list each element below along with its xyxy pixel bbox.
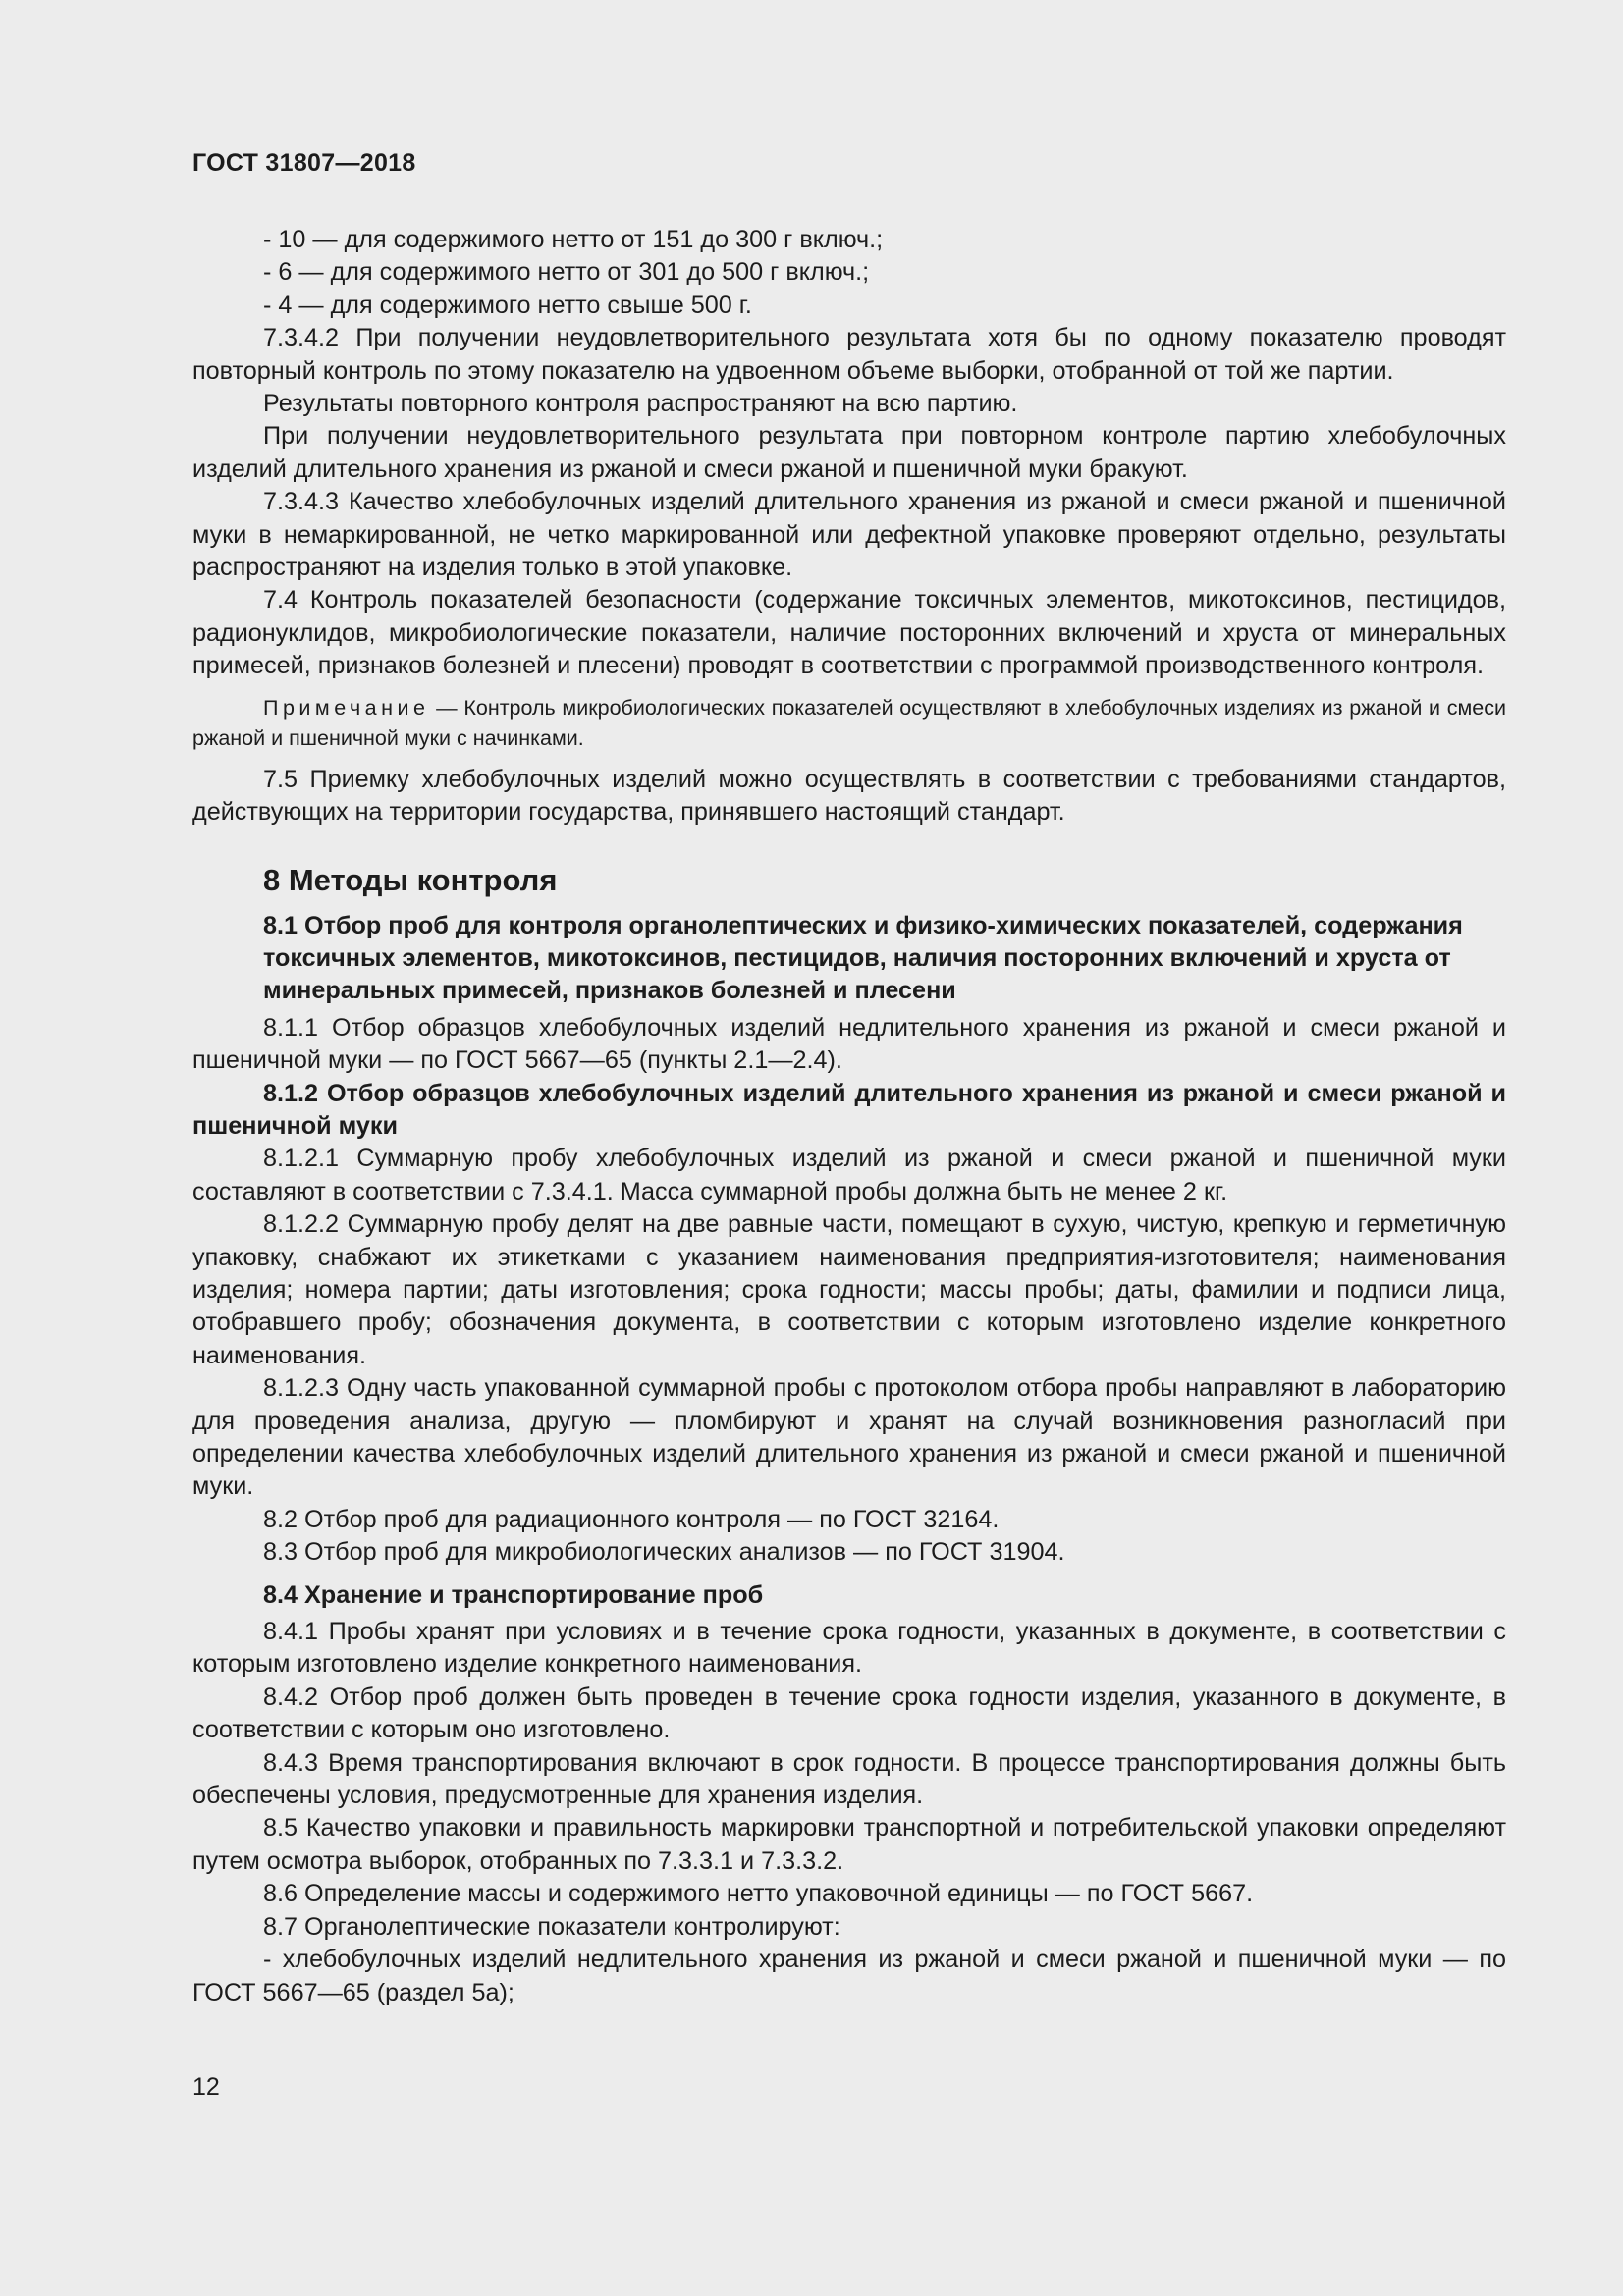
paragraph-rejection: При получении неудовлетворительного результата при повторном контроле партию хлебобулочных изделий длительного хранения из ржаной и смеси ржаной и пшеничной муки бракуют. [192, 422, 1506, 483]
list-item: - 10 — для содержимого нетто от 151 до 300 г включ.; [263, 226, 884, 253]
paragraph-8-1-1: 8.1.1 Отбор образцов хлебобулочных изделий недлительного хранения из ржаной и смеси ржаной и пшеничной муки — по ГОСТ 5667—65 (пункты 2.1—2.4). [192, 1013, 1506, 1075]
list-item: - 4 — для содержимого нетто свыше 500 г. [263, 291, 752, 319]
note-text: — Контроль микробиологических показателей осуществляют в хлебобулочных изделиях из ржаной и смеси ржаной и пшеничной муки с начинками. [192, 695, 1506, 750]
paragraph-8-4-2: 8.4.2 Отбор проб должен быть проведен в течение срока годности изделия, указанного в документе, в соответствии с которым оно изготовлено. [192, 1682, 1506, 1744]
document-header: ГОСТ 31807—2018 [192, 149, 416, 177]
list-item: - хлебобулочных изделий недлительного хранения из ржаной и смеси ржаной и пшеничной муки — по ГОСТ 5667—65 (раздел 5а); [192, 1946, 1506, 2006]
paragraph-8-5: 8.5 Качество упаковки и правильность маркировки транспортной и потребительской упаковки определяют путем осмотра выборок, отобранных по 7.3.3.1 и 7.3.3.2. [192, 1814, 1506, 1875]
paragraph-8-1-2-heading: 8.1.2 Отбор образцов хлебобулочных изделий длительного хранения из ржаной и смеси ржаной и пшеничной муки [192, 1079, 1506, 1140]
paragraph-8-4-3: 8.4.3 Время транспортирования включают в срок годности. В процессе транспортирования должны быть обеспечены условия, предусмотренные для хранения изделия. [192, 1748, 1506, 1810]
paragraph-8-1-2-3: 8.1.2.3 Одну часть упакованной суммарной пробы с протоколом отбора пробы направляют в лабораторию для проведения анализа, другую — пломбируют и хранят на случай возникновения разногласий при определении качества хлебобулочных изделий длительного хранения из ржаной и смеси ржаной и пшеничной муки. [192, 1374, 1506, 1501]
page-number: 12 [192, 2073, 220, 2101]
paragraph-8-1-2-2: 8.1.2.2 Суммарную пробу делят на две равные части, помещают в сухую, чистую, крепкую и герметичную упаковку, снабжают их этикетками с указанием наименования предприятия-изготовителя; наименования изделия; номера партии; даты изготовления; срока годности; массы пробы; даты, фамилии и подписи лица, отобравшего пробу; обозначения документа, в соответствии с которым изготовлено изделие конкретного наименования. [192, 1210, 1506, 1369]
paragraph-8-7: 8.7 Органолептические показатели контролируют: [263, 1912, 840, 1941]
paragraph-7-5: 7.5 Приемку хлебобулочных изделий можно осуществлять в соответствии с требованиями стандартов, действующих на территории государства, принявшего настоящий стандарт. [192, 765, 1506, 827]
paragraph-8-6: 8.6 Определение массы и содержимого нетто упаковочной единицы — по ГОСТ 5667. [263, 1880, 1254, 1908]
paragraph-7-4: 7.4 Контроль показателей безопасности (содержание токсичных элементов, микотоксинов, пестицидов, радионуклидов, микробиологические показатели, наличие посторонних включений и хруста от минеральных примесей, признаков болезней и плесени) проводят в соответствии с программой производственного контроля. [192, 586, 1506, 680]
paragraph-8-1-2-1: 8.1.2.1 Суммарную пробу хлебобулочных изделий из ржаной и смеси ржаной и пшеничной муки составляют в соответствии с 7.3.4.1. Масса суммарной пробы должна быть не менее 2 кг. [192, 1145, 1506, 1205]
subsection-heading-8-4: 8.4 Хранение и транспортирование проб [263, 1580, 764, 1609]
note-label: Примечание [263, 695, 430, 720]
section-heading-8: 8 Методы контроля [263, 862, 558, 897]
subsection-heading-8-1: 8.1 Отбор проб для контроля органолептических и физико-химических показателей, содержания токсичных элементов, микотоксинов, пестицидов, наличия посторонних включений и хруста от минеральных примесей, признаков болезней и плесени [263, 911, 1463, 1005]
paragraph-7-3-4-3: 7.3.4.3 Качество хлебобулочных изделий длительного хранения из ржаной и смеси ржаной и пшеничной муки в немаркированной, не четко маркированной или дефектной упаковке проверяют отдельно, результаты распространяют на изделия только в этой упаковке. [192, 488, 1506, 582]
note [192, 693, 1506, 754]
paragraph-repeat-control: Результаты повторного контроля распространяют на всю партию. [263, 390, 1018, 418]
paragraph-7-3-4-2: 7.3.4.2 При получении неудовлетворительного результата хотя бы по одному показателю проводят повторный контроль по этому показателю на удвоенном объеме выборки, отобранной от той же партии. [192, 324, 1506, 385]
list-item: - 6 — для содержимого нетто от 301 до 500 г включ.; [263, 258, 870, 287]
paragraph-8-4-1: 8.4.1 Пробы хранят при условиях и в течение срока годности, указанных в документе, в соответствии с которым изготовлено изделие конкретного наименования. [192, 1618, 1506, 1679]
document-body [192, 224, 1506, 2009]
paragraph-8-2: 8.2 Отбор проб для радиационного контроля — по ГОСТ 32164. [263, 1505, 1000, 1533]
paragraph-8-3: 8.3 Отбор проб для микробиологических анализов — по ГОСТ 31904. [263, 1538, 1065, 1567]
